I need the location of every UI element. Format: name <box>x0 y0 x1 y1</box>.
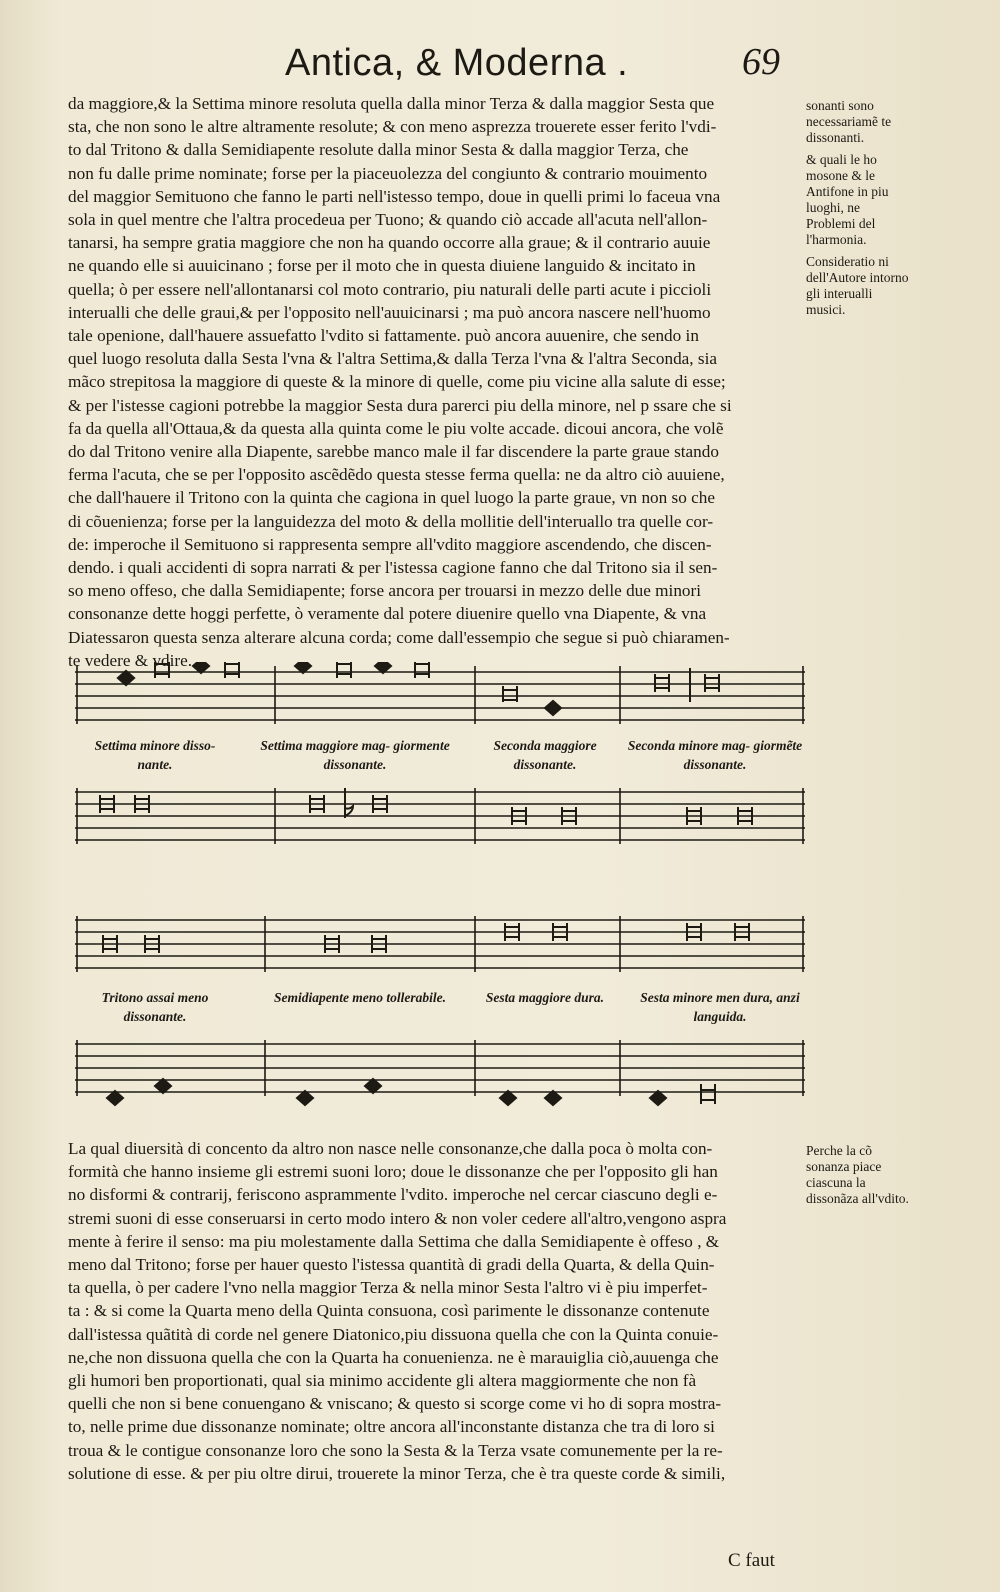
text-line: & per l'istesse cagioni potrebbe la maggior Sesta dura parerci piu della minore, nel p ssare che si <box>68 395 732 415</box>
text-line: ta : & si come la Quarta meno della Quinta consuona, così parimente le dissonanze contenute <box>68 1301 710 1321</box>
text-line: Diatessaron questa senza alterare alcuna corda; come dall'essempio che segue si può chiaramen- <box>68 627 730 647</box>
margin-note: sonanti sono necessariamẽ te dissonanti. <box>806 98 892 145</box>
text-line: non fu dalle prime nominate; forse per la piaceuolezza del congiunto & contrario mouimento <box>68 163 708 183</box>
interval-caption: Settima maggiore mag- giormente dissonante. <box>260 738 450 772</box>
text-line: ta quella, ò per cadere l'vno nella maggior Terza & nella minor Sesta l'altro vi è piu imperfet- <box>68 1278 708 1298</box>
margin-note: Consideratio ni dell'Autore intorno gli interualli musici. <box>806 254 909 317</box>
text-line: ne quando elle si auuicinano ; forse per il moto che in questa diuiene languido & incitato in <box>68 256 696 276</box>
text-line: to dal Tritono & dalla Semidiapente resolute dalla minor Sesta & dalla maggior Terza, che <box>68 140 689 160</box>
text-line: solutione di esse. & per piu oltre dirui, trouerete la minor Terza, che è tra queste corde & simili, <box>68 1463 726 1483</box>
body-text-top <box>68 92 798 672</box>
text-line: fa da quella all'Ottaua,& da questa alla quinta come le piu volte accade. dicoui ancora, che volẽ <box>68 418 724 438</box>
text-line: quel luogo resoluta dalla Sesta l'vna & l'altra Settima,& dalla Terza l'vna & l'altra Seconda, sia <box>68 349 717 369</box>
text-line: del maggior Semituono che fanno le parti nell'istesso tempo, doue in quelli primi lo faceua vna <box>68 186 721 206</box>
text-line: La qual diuersità di concento da altro non nasce nelle consonanze,che dalla poca ò molta con- <box>68 1139 713 1158</box>
text-line: ferma l'acuta, che se per l'opposito ascẽdẽdo questa stesse ferma quella: ne da altro ciò auuiene, <box>68 465 725 485</box>
catchword: C faut <box>728 1550 775 1571</box>
text-line: mãco strepitosa la maggiore di queste & la minore di quelle, come piu vicine alla salute di esse; <box>68 372 726 392</box>
text-line: gli humori ben proportionati, qual sia minimo accidente gli altera maggiormente che non fà <box>68 1371 697 1391</box>
text-line: tale openione, dall'hauere assuefatto l'vdito si fattamente. può ancora auuenire, che sendo in <box>68 326 699 346</box>
interval-caption: Tritono assai meno dissonante. <box>101 990 209 1024</box>
staff-captions-row1 <box>80 736 810 780</box>
text-line: meno dal Tritono; forse per hauer questo l'istessa quantità di gradi della Quarta, & della Quin- <box>68 1255 715 1275</box>
text-line: tanarsi, ha sempre gratia maggiore che non ha quando occorre alla graue; & il contrario auuie <box>68 233 711 253</box>
text-line: sta, che non sono le altre altramente resolute; & con meno asprezza trouerete esser ferito l'vdi- <box>68 117 717 137</box>
text-line: che dall'hauere il Tritono con la quinta che cagiona in quel luogo la parte graue, vn non so che <box>68 488 715 508</box>
text-line: de: imperoche il Semituono si rappresenta sempre all'vdito maggiore ascendendo, che discen- <box>68 534 712 554</box>
text-line: so meno offeso, che dalla Semidiapente; forse ancora per trouarsi in mezzo delle due minori <box>68 581 702 601</box>
interval-caption: Semidiapente meno tollerabile. <box>273 990 447 1005</box>
margin-note-bottom: Perche la cõ sonanza piace ciascuna la dissonãza all'vdito. <box>806 1143 909 1206</box>
text-line: quella; ò per essere nell'allontanarsi col moto contrario, piu naturali delle parti acute i piccioli <box>68 279 712 299</box>
text-line: stremi suoni di esse conseruarsi in certo modo intero & non voler cedere all'altro,vengono aspra <box>68 1208 727 1228</box>
interval-caption: Seconda maggiore dissonante. <box>493 738 597 772</box>
text-line: ne,che non dissuona quella che con la Quarta ha conuenienza. ne è marauiglia ciò,auuenga che <box>68 1347 719 1367</box>
text-line: quelli che non si bene conuengano & vniscano; & questo si scorge come vi ho di sopra mostra- <box>68 1394 722 1414</box>
text-line: da maggiore,& la Settima minore resoluta quella dalla minor Terza & dalla maggior Sesta que <box>68 94 715 113</box>
music-staff-3 <box>75 912 805 976</box>
music-staff-1 <box>75 662 805 726</box>
margin-notes-top <box>806 98 910 324</box>
text-line: di cõuenienza; forse per la languidezza del moto & della mollitie dell'interuallo tra quelle cor- <box>68 511 714 531</box>
interval-caption: Sesta minore men dura, anzi languida. <box>640 990 800 1024</box>
text-line: no disformi & contrarij, feriscono asprammente l'vdito. imperoche nel cercar ciascuno degli e- <box>68 1185 718 1205</box>
text-line: te vedere & vdire. <box>68 650 193 670</box>
staff-captions-row2 <box>80 988 810 1032</box>
text-line: do dal Tritono venire alla Diapente, sarebbe manco male il far discendere la parte graue stando <box>68 442 719 462</box>
text-line: troua & le contigue consonanze loro che sono la Sesta & la Terza vsate comunemente per la re- <box>68 1440 723 1460</box>
text-line: to, nelle prime due dissonanze nominate; oltre ancora all'inconstante distanza che tra di loro si <box>68 1417 715 1437</box>
text-line: dall'istessa quãtità di corde nel genere Diatonico,piu dissuona quella che con la Quinta conuie- <box>68 1324 719 1344</box>
body-text-bottom <box>68 1137 798 1485</box>
page-number: 69 <box>742 41 780 83</box>
music-staff-2 <box>75 786 805 850</box>
music-staff-4 <box>75 1036 805 1116</box>
text-line: sola in quel mentre che l'altra procedeua per Tuono; & quando ciò accade all'acuta nell'allon- <box>68 210 708 230</box>
interval-caption: Seconda minore mag- giormẽte dissonante. <box>627 738 803 772</box>
text-line: mente à ferire il senso: ma piu molestamente dalla Settima che dalla Semidiapente è offeso , & <box>68 1231 720 1251</box>
margin-note: & quali le ho mosone & le Antifone in piu luoghi, ne Problemi del l'harmonia. <box>806 152 889 247</box>
text-line: consonanze dette hoggi perfette, ò veramente dal potere diuenire quello vna Diapente, & vna <box>68 604 707 624</box>
running-head: Antica, & Moderna . <box>285 42 629 84</box>
text-line: dendo. i quali accidenti di sopra narrati & per l'istessa cagione fanno che dal Tritono sia il sen- <box>68 558 718 578</box>
interval-caption: Settima minore disso- nante. <box>94 738 216 772</box>
interval-caption: Sesta maggiore dura. <box>485 990 605 1005</box>
text-line: interualli che delle graui,& per l'opposito nell'auuicinarsi ; ma può ancora nascere nell'huomo <box>68 302 711 322</box>
text-line: formità che hanno insieme gli estremi suoni loro; doue le dissonanze che per l'opposito gli han <box>68 1162 718 1182</box>
